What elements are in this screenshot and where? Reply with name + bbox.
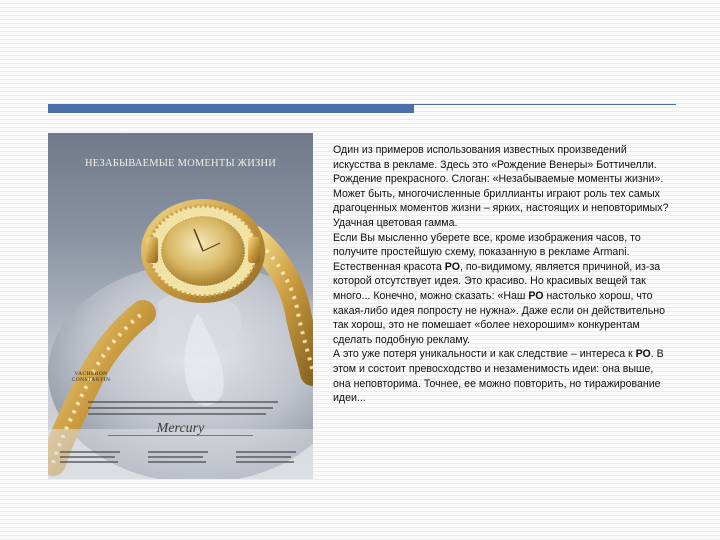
ad-brand-logo: VACHERON CONSTANTIN xyxy=(71,371,111,383)
article-text xyxy=(333,143,673,406)
ad-store-logo: Mercury xyxy=(156,421,205,436)
paragraph-2: Если Вы мысленно уберете все, кроме изображения часов, то получите простейшую схему, показанную в рекламе Armani. Естественная красота РО, по-видимому, является причиной, из-за которой отсутствует идея. Это красиво. Но красивых вещей так много... Конечно, можно сказать: «Наш РО настолько хорош, что какая-либо идея попросту не нужна». Даже если он действительно так хорош, это не помешает «более нехорошим» конкурентам сделать подобную рекламу. xyxy=(333,231,665,346)
header-rule-thick xyxy=(48,104,414,113)
ad-headline: НЕЗАБЫВАЕМЫЕ МОМЕНТЫ ЖИЗНИ xyxy=(84,158,277,169)
header-rule-thin xyxy=(414,104,676,105)
paragraph-1: Один из примеров использования известных произведений искусства в рекламе. Здесь это «Рождение Венеры» Боттичелли. Рождение прекрасного. Слоган: «Незабываемые моменты жизни». Может быть, многочисленные бриллианты играют роль тех самых драгоценных моментов жизни – ярких, настоящих и неповторимых? Удачная цветовая гамма. xyxy=(333,144,669,229)
watch-advertisement-image xyxy=(48,133,313,479)
paragraph-3: А это уже потеря уникальности и как следствие – интереса к РО. В этом и состоит превосходство и незаменимость идеи: она выше, она неповторима. Точнее, ее можно повторить, но тиражирование идеи... xyxy=(333,348,664,405)
